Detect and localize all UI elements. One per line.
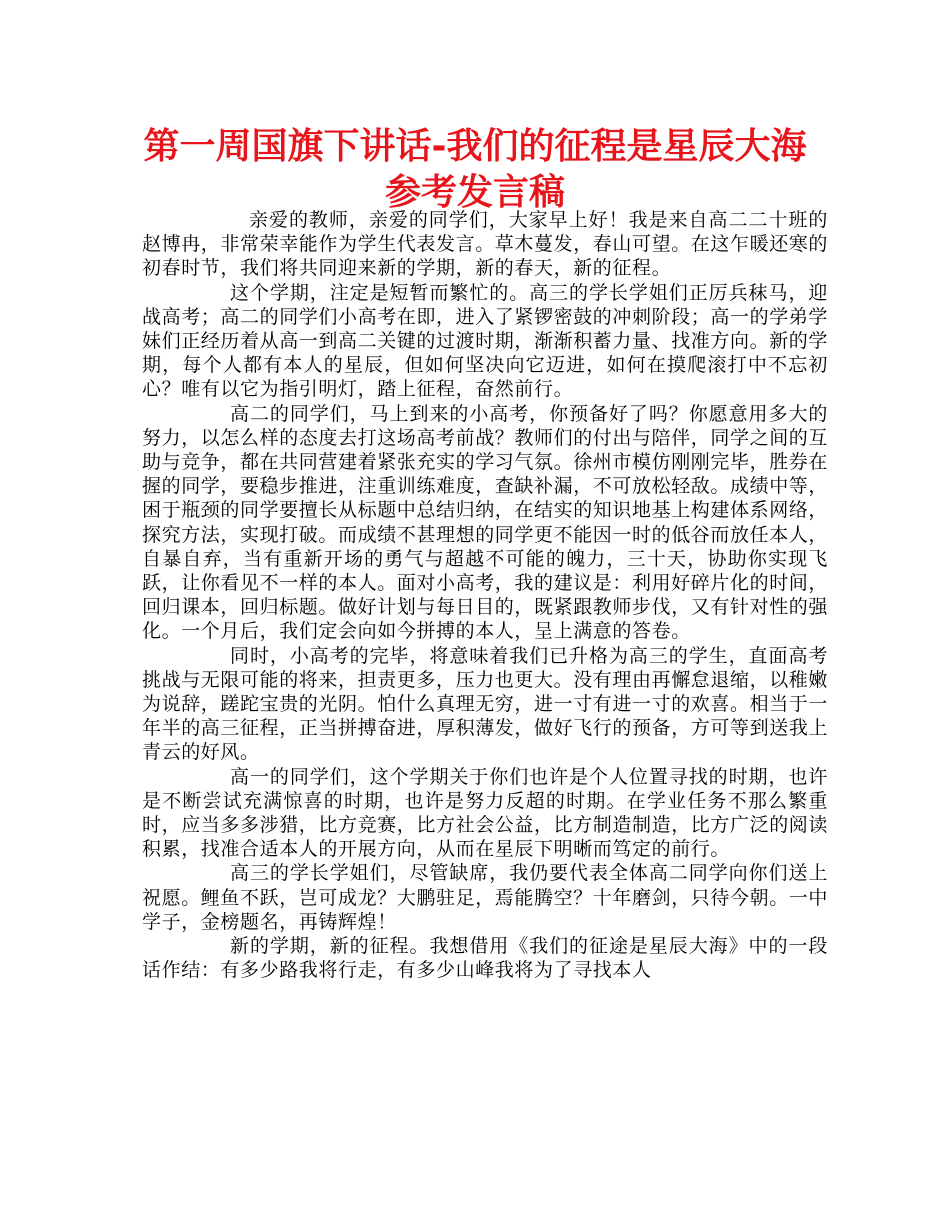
document-title-line-1: 第一周国旗下讲话-我们的征程是星辰大海 [143, 126, 807, 167]
paragraph-1: 亲爱的教师，亲爱的同学们，大家早上好！我是来自高二二十班的赵博冉，非常荣幸能作为学生代表发言。草木蔓发，春山可望。在这乍暖还寒的初春时节，我们将共同迎来新的学期，新的春天，新的征程。 [142, 209, 829, 280]
paragraph-4: 同时，小高考的完毕，将意味着我们已升格为高三的学生，直面高考挑战与无限可能的将来，担责更多，压力也更大。没有理由再懈怠退缩，以稚嫩为说辞，蹉跎宝贵的光阴。怕什么真理无穷，进一寸有进一寸的欢喜。相当于一年半的高三征程，正当拼搏奋进，厚积薄发，做好飞行的预备，方可等到送我上青云的好风。 [142, 644, 829, 764]
paragraph-2: 这个学期，注定是短暂而繁忙的。高三的学长学姐们正厉兵秣马，迎战高考；高二的同学们小高考在即，进入了紧锣密鼓的冲刺阶段；高一的学弟学妹们正经历着从高一到高二关键的过渡时期，渐渐积蓄力量、找准方向。新的学期，每个人都有本人的星辰，但如何坚决向它迈进，如何在摸爬滚打中不忘初心？唯有以它为指引明灯，踏上征程，奋然前行。 [142, 281, 829, 401]
document-body [142, 208, 828, 983]
document-title-line-2: 参考发言稿 [384, 172, 565, 213]
paragraph-7: 新的学期，新的征程。我想借用《我们的征途是星辰大海》中的一段话作结：有多少路我将行走，有多少山峰我将为了寻找本人 [142, 935, 828, 982]
paragraph-3: 高二的同学们，马上到来的小高考，你预备好了吗？你愿意用多大的努力，以怎么样的态度去打这场高考前战？教师们的付出与陪伴，同学之间的互助与竞争，都在共同营建着紧张充实的学习气氛。徐州市模仿刚刚完毕，胜券在握的同学，要稳步推进，注重训练难度，查缺补漏，不可放松轻敌。成绩中等，困于瓶颈的同学要擅长从标题中总结归纳，在结实的知识地基上构建体系网络，探究方法，实现打破。而成绩不甚理想的同学更不能因一时的低谷而放任本人，自暴自弃，当有重新开场的勇气与超越不可能的魄力，三十天，协助你实现飞跃，让你看见不一样的本人。面对小高考，我的建议是：利用好碎片化的时间，回归课本，回归标题。做好计划与每日目的，既紧跟教师步伐，又有针对性的强化。一个月后，我们定会向如今拼搏的本人，呈上满意的答卷。 [142, 402, 829, 643]
paragraph-5: 高一的同学们，这个学期关于你们也许是个人位置寻找的时期，也许是不断尝试充满惊喜的时期，也许是努力反超的时期。在学业任务不那么繁重时，应当多多涉猎，比方竞赛，比方社会公益，比方制造制造，比方广泛的阅读积累，找准合适本人的开展方向，从而在星辰下明晰而笃定的前行。 [142, 765, 829, 861]
paragraph-6: 高三的学长学姐们，尽管缺席，我仍要代表全体高二同学向你们送上祝愿。鲤鱼不跃，岂可成龙？大鹏驻足，焉能腾空？十年磨剑，只待今朝。一中学子，金榜题名，再铸辉煌！ [142, 862, 829, 933]
